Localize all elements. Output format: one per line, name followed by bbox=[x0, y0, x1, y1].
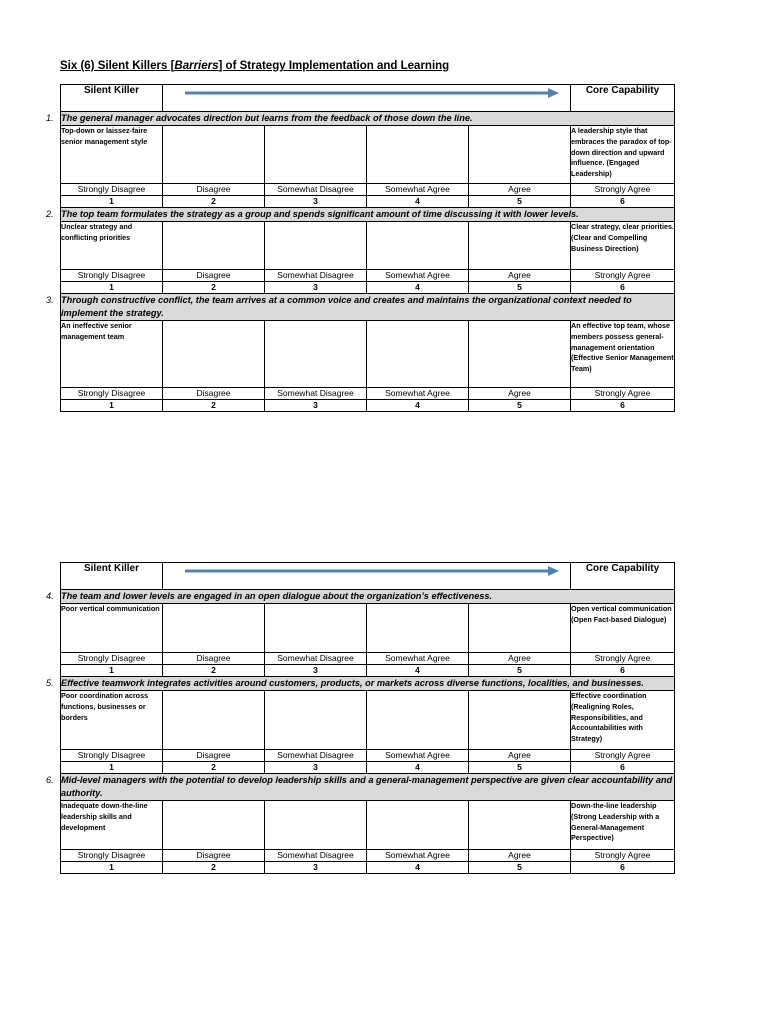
rating-number[interactable]: 2 bbox=[163, 282, 265, 294]
rating-number[interactable]: 1 bbox=[61, 762, 163, 774]
rating-number[interactable]: 6 bbox=[571, 400, 675, 412]
silent-killer-description: Poor coordination across functions, businesses or borders bbox=[61, 691, 163, 750]
rating-label[interactable]: Strongly Disagree bbox=[61, 653, 163, 665]
blank-cell bbox=[265, 222, 367, 270]
rating-label[interactable]: Strongly Agree bbox=[571, 184, 675, 196]
rating-number[interactable]: 3 bbox=[265, 196, 367, 208]
blank-cell bbox=[469, 222, 571, 270]
rating-number[interactable]: 5 bbox=[469, 282, 571, 294]
rating-number[interactable]: 6 bbox=[571, 762, 675, 774]
silent-killer-description: Poor vertical communication bbox=[61, 604, 163, 653]
rating-label[interactable]: Somewhat Agree bbox=[367, 184, 469, 196]
rating-label[interactable]: Strongly Disagree bbox=[61, 850, 163, 862]
header-silent-killer: Silent Killer bbox=[61, 563, 163, 590]
rating-number[interactable]: 6 bbox=[571, 196, 675, 208]
blank-cell bbox=[163, 222, 265, 270]
rating-number[interactable]: 6 bbox=[571, 862, 675, 874]
blank-cell bbox=[163, 801, 265, 850]
rating-label[interactable]: Agree bbox=[469, 184, 571, 196]
blank-cell bbox=[265, 801, 367, 850]
rating-label[interactable]: Agree bbox=[469, 653, 571, 665]
blank-cell bbox=[367, 222, 469, 270]
silent-killers-table-2 bbox=[46, 562, 675, 874]
blank-cell bbox=[367, 321, 469, 388]
rating-number[interactable]: 1 bbox=[61, 400, 163, 412]
silent-killer-description: Inadequate down-the-line leadership skills and development bbox=[61, 801, 163, 850]
rating-number[interactable]: 1 bbox=[61, 282, 163, 294]
rating-label[interactable]: Strongly Disagree bbox=[61, 388, 163, 400]
statement-cell bbox=[46, 774, 675, 801]
blank-cell bbox=[367, 801, 469, 850]
blank-cell bbox=[469, 691, 571, 750]
rating-label[interactable]: Disagree bbox=[163, 388, 265, 400]
blank-cell bbox=[163, 691, 265, 750]
rating-label[interactable]: Somewhat Disagree bbox=[265, 270, 367, 282]
core-capability-description: Open vertical communication (Open Fact-based Dialogue) bbox=[571, 604, 675, 653]
rating-number[interactable]: 4 bbox=[367, 862, 469, 874]
rating-number[interactable]: 2 bbox=[163, 400, 265, 412]
rating-label[interactable]: Agree bbox=[469, 850, 571, 862]
core-capability-description: An effective top team, whose members possess general-management orientation (Effective Senior Management Team) bbox=[571, 321, 675, 388]
statement-number: 5. bbox=[46, 678, 54, 688]
blank-cell bbox=[469, 126, 571, 184]
blank-cell bbox=[265, 126, 367, 184]
rating-label[interactable]: Strongly Disagree bbox=[61, 184, 163, 196]
rating-label[interactable]: Somewhat Agree bbox=[367, 388, 469, 400]
statement-number: 3. bbox=[46, 295, 54, 305]
header-silent-killer: Silent Killer bbox=[61, 85, 163, 112]
rating-number[interactable]: 2 bbox=[163, 762, 265, 774]
statement-cell bbox=[46, 208, 675, 222]
blank-cell bbox=[265, 604, 367, 653]
rating-number[interactable]: 5 bbox=[469, 862, 571, 874]
page-title: Six (6) Silent Killers [Barriers] of Strategy Implementation and Learning bbox=[60, 60, 450, 72]
rating-label[interactable]: Strongly Disagree bbox=[61, 270, 163, 282]
arrow-right-icon bbox=[185, 565, 560, 577]
blank-cell bbox=[367, 126, 469, 184]
core-capability-description: Clear strategy, clear priorities. (Clear and Compelling Business Direction) bbox=[571, 222, 675, 270]
blank-cell bbox=[469, 321, 571, 388]
arrow-right-icon bbox=[185, 87, 560, 99]
rating-number[interactable]: 5 bbox=[469, 196, 571, 208]
rating-number[interactable]: 4 bbox=[367, 665, 469, 677]
header-core-capability: Core Capability bbox=[571, 85, 675, 112]
rating-number[interactable]: 1 bbox=[61, 862, 163, 874]
statement-text: Through constructive conflict, the team arrives at a common voice and creates and maintains the organizational context needed to implement the strategy. bbox=[61, 295, 632, 318]
rating-label[interactable]: Somewhat Agree bbox=[367, 653, 469, 665]
rating-label[interactable]: Strongly Agree bbox=[571, 750, 675, 762]
rating-label[interactable]: Disagree bbox=[163, 850, 265, 862]
blank-cell bbox=[265, 691, 367, 750]
rating-number[interactable]: 5 bbox=[469, 762, 571, 774]
rating-label[interactable]: Somewhat Disagree bbox=[265, 750, 367, 762]
rating-label[interactable]: Strongly Agree bbox=[571, 388, 675, 400]
statement-cell bbox=[46, 294, 675, 321]
rating-number[interactable]: 6 bbox=[571, 282, 675, 294]
rating-number[interactable]: 3 bbox=[265, 862, 367, 874]
rating-label[interactable]: Somewhat Agree bbox=[367, 750, 469, 762]
rating-label[interactable]: Somewhat Agree bbox=[367, 850, 469, 862]
statement-text: Effective teamwork integrates activities around customers, products, or markets across diverse functions, localities, and businesses. bbox=[61, 678, 644, 688]
rating-number[interactable]: 6 bbox=[571, 665, 675, 677]
rating-number[interactable]: 4 bbox=[367, 762, 469, 774]
direction-arrow-cell bbox=[163, 85, 571, 112]
statement-number: 2. bbox=[46, 209, 54, 219]
rating-number[interactable]: 2 bbox=[163, 862, 265, 874]
rating-number[interactable]: 5 bbox=[469, 665, 571, 677]
blank-cell bbox=[163, 321, 265, 388]
statement-text: Mid-level managers with the potential to develop leadership skills and a general-management perspective are given clear accountability and authority. bbox=[61, 775, 673, 798]
rating-label[interactable]: Agree bbox=[469, 750, 571, 762]
direction-arrow-cell bbox=[163, 563, 571, 590]
core-capability-description: A leadership style that embraces the paradox of top-down direction and upward influence. (Engaged Leadership) bbox=[571, 126, 675, 184]
rating-number[interactable]: 2 bbox=[163, 196, 265, 208]
statement-cell bbox=[46, 112, 675, 126]
statement-text: The general manager advocates direction but learns from the feedback of those down the line. bbox=[61, 113, 473, 123]
rating-label[interactable]: Strongly Agree bbox=[571, 270, 675, 282]
rating-label[interactable]: Disagree bbox=[163, 750, 265, 762]
rating-label[interactable]: Somewhat Disagree bbox=[265, 184, 367, 196]
rating-label[interactable]: Agree bbox=[469, 388, 571, 400]
blank-cell bbox=[469, 801, 571, 850]
rating-number[interactable]: 3 bbox=[265, 665, 367, 677]
rating-label[interactable]: Somewhat Agree bbox=[367, 270, 469, 282]
rating-label[interactable]: Strongly Agree bbox=[571, 850, 675, 862]
rating-number[interactable]: 1 bbox=[61, 196, 163, 208]
rating-label[interactable]: Disagree bbox=[163, 653, 265, 665]
rating-label[interactable]: Strongly Disagree bbox=[61, 750, 163, 762]
rating-number[interactable]: 3 bbox=[265, 762, 367, 774]
statement-number: 6. bbox=[46, 775, 54, 785]
silent-killer-description: An ineffective senior management team bbox=[61, 321, 163, 388]
header-core-capability: Core Capability bbox=[571, 563, 675, 590]
rating-label[interactable]: Strongly Agree bbox=[571, 653, 675, 665]
statement-cell bbox=[46, 677, 675, 691]
rating-number[interactable]: 3 bbox=[265, 282, 367, 294]
rating-label[interactable]: Somewhat Disagree bbox=[265, 653, 367, 665]
silent-killer-description: Top-down or laissez-faire senior management style bbox=[61, 126, 163, 184]
statement-number: 4. bbox=[46, 591, 54, 601]
rating-number[interactable]: 4 bbox=[367, 196, 469, 208]
blank-cell bbox=[265, 321, 367, 388]
statement-cell bbox=[46, 590, 675, 604]
blank-cell bbox=[163, 604, 265, 653]
silent-killers-table-1 bbox=[46, 84, 675, 412]
statement-text: The team and lower levels are engaged in an open dialogue about the organization’s effectiveness. bbox=[61, 591, 493, 601]
rating-number[interactable]: 4 bbox=[367, 282, 469, 294]
rating-number[interactable]: 5 bbox=[469, 400, 571, 412]
rating-number[interactable]: 4 bbox=[367, 400, 469, 412]
blank-cell bbox=[367, 604, 469, 653]
blank-cell bbox=[163, 126, 265, 184]
silent-killer-description: Unclear strategy and conflicting priorities bbox=[61, 222, 163, 270]
rating-label[interactable]: Somewhat Disagree bbox=[265, 388, 367, 400]
rating-number[interactable]: 2 bbox=[163, 665, 265, 677]
rating-number[interactable]: 3 bbox=[265, 400, 367, 412]
rating-label[interactable]: Agree bbox=[469, 270, 571, 282]
title-emphasis: Barriers bbox=[174, 60, 219, 72]
rating-number[interactable]: 1 bbox=[61, 665, 163, 677]
statement-text: The top team formulates the strategy as a group and spends significant amount of time discussing it with lower levels. bbox=[61, 209, 579, 219]
statement-number: 1. bbox=[46, 113, 54, 123]
rating-label[interactable]: Somewhat Disagree bbox=[265, 850, 367, 862]
blank-cell bbox=[367, 691, 469, 750]
rating-label[interactable]: Disagree bbox=[163, 184, 265, 196]
core-capability-description: Effective coordination (Realigning Roles, Responsibilities, and Accountabilities with Strategy) bbox=[571, 691, 675, 750]
blank-cell bbox=[469, 604, 571, 653]
core-capability-description: Down-the-line leadership (Strong Leadership with a General-Management Perspective) bbox=[571, 801, 675, 850]
rating-label[interactable]: Disagree bbox=[163, 270, 265, 282]
